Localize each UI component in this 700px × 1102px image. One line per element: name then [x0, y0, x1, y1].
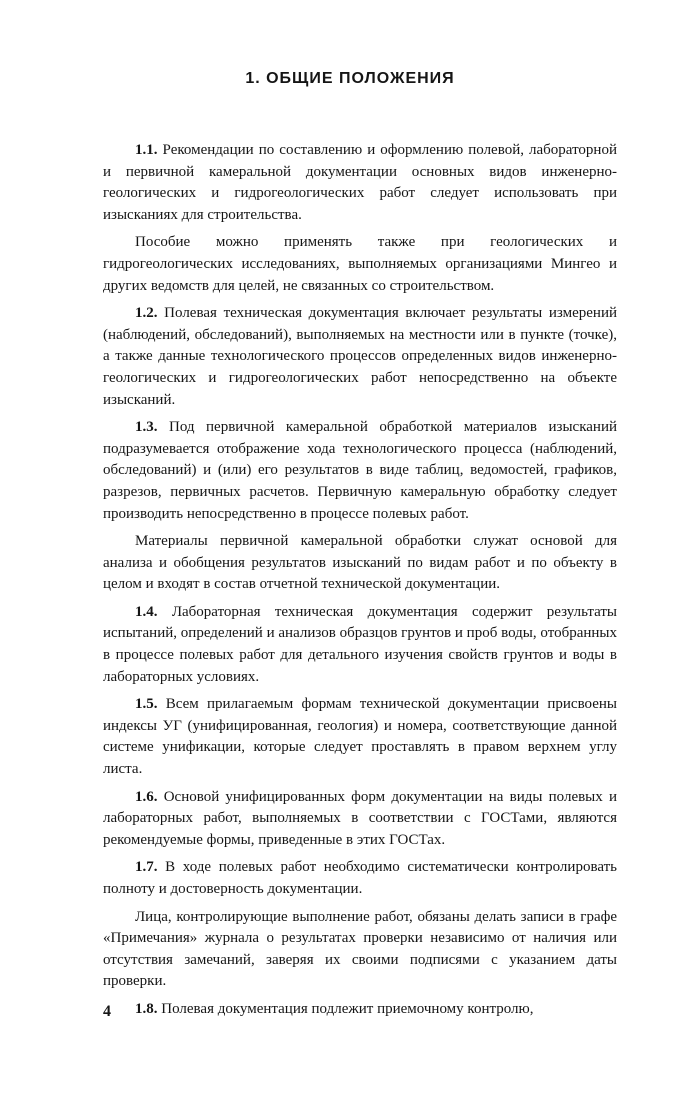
body-text	[103, 140, 617, 1027]
clause-number: 1.5.	[135, 696, 158, 713]
paragraph-text: Полевая техническая документация включает результаты измерений (наблюдений, обследований), выполняемых на местности или в пункте (точке), а также данные технологического процессов определенных видов инженерно-геологических и гидрогеологических работ непосредственно на объекте изысканий.	[103, 305, 617, 408]
paragraph-text: Основой унифицированных форм документации на виды полевых и лабораторных работ, выполняемых в соответствии с ГОСТами, являются рекомендуемые формы, приведенные в этих ГОСТах.	[103, 788, 617, 848]
paragraph-1-4	[103, 602, 617, 688]
paragraph-text: Всем прилагаемым формам технической документации присвоены индексы УГ (унифицированная, геология) и номера, соответствующие данной системе унификации, которые следует проставлять в правом верхнем углу листа.	[103, 696, 617, 778]
section-heading: 1. ОБЩИЕ ПОЛОЖЕНИЯ	[245, 70, 455, 87]
paragraph-1-1-cont	[103, 232, 617, 297]
paragraph-text: В ходе полевых работ необходимо систематически контролировать полноту и достоверность документации.	[103, 859, 617, 897]
paragraph-text: Под первичной камеральной обработкой материалов изысканий подразумевается отображение хода технологического процесса (наблюдений, обследований) и (или) его результатов в виде таблиц, ведомостей, графиков, разрезов, первичных расчетов. Первичную камеральную обработку следует производить непосредственно в процессе полевых работ.	[103, 419, 617, 522]
paragraph-1-2	[103, 303, 617, 411]
clause-number: 1.3.	[135, 419, 158, 436]
paragraph-1-7-cont	[103, 907, 617, 993]
page-number: 4	[103, 1003, 111, 1020]
paragraph-text: Материалы первичной камеральной обработки служат основой для анализа и обобщения результатов изысканий по видам работ и по объекту в целом и входят в состав отчетной технической документации.	[103, 533, 617, 593]
paragraph-1-7	[103, 857, 617, 900]
clause-number: 1.2.	[135, 305, 158, 322]
paragraph-text: Пособие можно применять также при геологических и гидрогеологических исследованиях, выполняемых организациями Мингео и других ведомств для целей, не связанных со строительством.	[103, 234, 617, 294]
paragraph-1-8	[103, 999, 617, 1021]
paragraph-text: Лица, контролирующие выполнение работ, обязаны делать записи в графе «Примечания» журнала о результатах проверки независимо от наличия или отсутствия замечаний, заверяя их своими подписями с указанием даты проверки.	[103, 908, 617, 990]
clause-number: 1.7.	[135, 859, 158, 876]
paragraph-1-6	[103, 787, 617, 852]
paragraph-1-5	[103, 694, 617, 780]
paragraph-text: Лабораторная техническая документация содержит результаты испытаний, определений и анализов образцов грунтов и проб воды, отобранных в процессе полевых работ для детального изучения свойств грунтов и воды в лабораторных условиях.	[103, 603, 617, 685]
paragraph-text: Полевая документация подлежит приемочному контролю,	[157, 1000, 534, 1017]
paragraph-1-1	[103, 140, 617, 226]
clause-number: 1.8.	[135, 1000, 158, 1017]
paragraph-1-3-cont	[103, 531, 617, 596]
clause-number: 1.4.	[135, 603, 158, 620]
clause-number: 1.1.	[135, 142, 158, 158]
paragraph-1-3	[103, 417, 617, 525]
clause-number: 1.6.	[135, 788, 158, 805]
paragraph-text: Рекомендации по составлению и оформлению полевой, лабораторной и первичной камеральной документации основных видов инженерно-геологических и гидрогеологических работ следует использовать при изысканиях для строительства.	[103, 142, 617, 223]
